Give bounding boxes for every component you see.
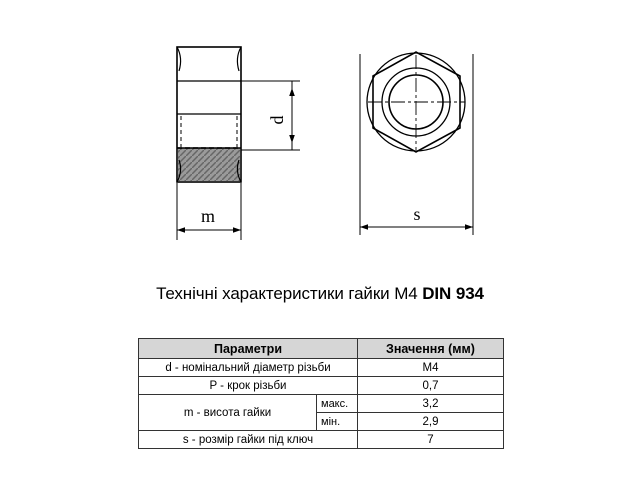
row-m-min-label: мін.	[317, 413, 358, 431]
table-row	[139, 431, 504, 449]
title-text: Технічні характеристики гайки М4	[156, 284, 418, 303]
header-param: Параметри	[139, 339, 358, 359]
header-value: Значення (мм)	[358, 339, 504, 359]
table-header-row	[139, 339, 504, 359]
dim-d-label: d	[267, 115, 287, 125]
row-m-min-value: 2,9	[358, 413, 504, 431]
spec-table	[138, 338, 504, 449]
dim-s-label: s	[413, 204, 421, 224]
row-p-value: 0,7	[358, 377, 504, 395]
row-p-label: P - крок різьби	[139, 377, 358, 395]
table-row	[139, 395, 504, 413]
row-m-label: m - висота гайки	[139, 395, 317, 431]
row-d-label: d - номінальний діаметр різьби	[139, 359, 358, 377]
table-row	[139, 377, 504, 395]
dim-m-label: m	[200, 206, 216, 226]
row-s-value: 7	[358, 431, 504, 449]
row-d-value: М4	[358, 359, 504, 377]
row-s-label: s - розмір гайки під ключ	[139, 431, 358, 449]
title-standard: DIN 934	[422, 284, 484, 303]
row-m-max-label: макс.	[317, 395, 358, 413]
nut-side-view	[177, 47, 241, 182]
page-title	[0, 284, 640, 304]
dim-d-line	[241, 81, 300, 150]
row-m-max-value: 3,2	[358, 395, 504, 413]
thread-section-hatch	[178, 148, 240, 181]
table-row	[139, 359, 504, 377]
